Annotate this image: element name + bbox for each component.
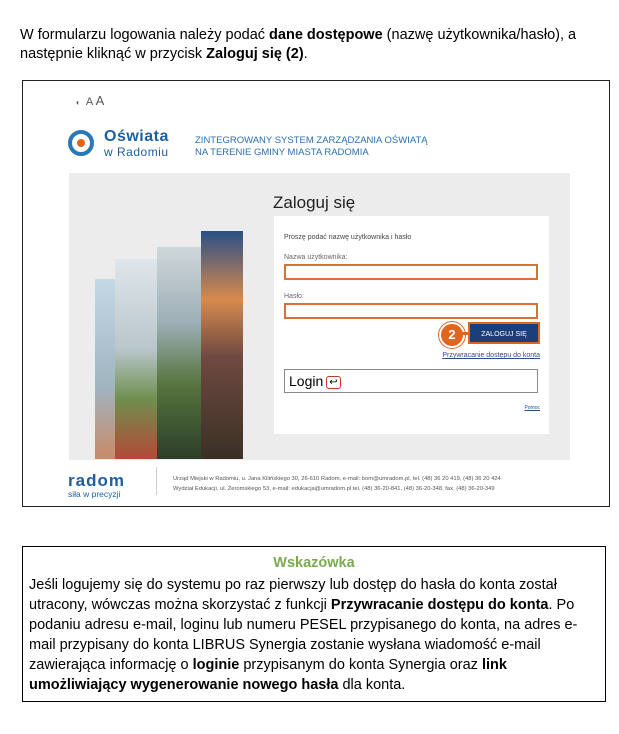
- footer-address: [173, 474, 501, 494]
- tip-text-1: Jeśli logujemy się do systemu po raz pierwszy lub dostęp do hasła do konta został utracony, wówczas można skorzystać z funkcji: [29, 577, 557, 613]
- username-label: Nazwa użytkownika:: [284, 254, 348, 261]
- step-marker-pointer: [458, 332, 468, 335]
- intro-text-2: (nazwę użytkownika/hasło), a następnie kliknąć w przycisk: [20, 27, 577, 62]
- footer-separator: [156, 467, 157, 495]
- login-gov-label: Login: [289, 373, 324, 389]
- login-gov-icon: ↩: [326, 376, 340, 389]
- city-photo-strip-2: [115, 259, 157, 459]
- logo-line-1: Oświata: [104, 128, 169, 145]
- intro-text-1: W formularzu logowania należy podać: [20, 27, 270, 43]
- oswiata-logo[interactable]: [68, 129, 178, 161]
- login-button[interactable]: ZALOGUJ SIĘ: [468, 322, 540, 344]
- login-prompt: Proszę podać nazwę użytkownika i hasło: [284, 234, 412, 241]
- font-small-button[interactable]: A: [85, 96, 93, 108]
- tip-bold-link: link umożliwiający wygenerowanie nowego hasła: [29, 657, 507, 693]
- help-link[interactable]: Pomoc: [524, 405, 540, 411]
- tip-bold-recover: Przywracanie dostępu do konta: [330, 597, 549, 613]
- login-heading: Zaloguj się: [273, 193, 356, 212]
- footer-address-line-2: Wydział Edukacji, ul. Żeromskiego 53, e-mail: edukacja@umradom.pl tel. (48) 36-20-841, (48) 36-20-348, fax. (48) 36-20-349: [173, 486, 495, 492]
- username-input[interactable]: [284, 264, 538, 280]
- logo-line-2: w Radomiu: [104, 145, 169, 159]
- tip-title: Wskazówka: [273, 555, 355, 571]
- city-photo-strip-1: [95, 279, 115, 459]
- city-photo-strip-4: [201, 231, 243, 459]
- radom-logo-word: radom: [68, 471, 125, 490]
- font-large-button[interactable]: A: [95, 93, 105, 108]
- system-title-line-2: NA TERENIE GMINY MIASTA RADOMIA: [195, 147, 369, 158]
- radom-logo-tagline: siła w precyzji: [68, 489, 121, 499]
- tip-text-2: . Po podaniu adresu e-mail, loginu lub numeru PESEL przypisanego do konta, na adres e-mail przypisany do konta LIBRUS Synergia zostanie wysłana wiadomość e-mail zawierająca informację o: [29, 597, 578, 673]
- password-label: Hasło:: [284, 293, 304, 300]
- tip-bold-login: loginie: [192, 657, 240, 673]
- footer-divider: [69, 459, 570, 460]
- tip-box: [22, 546, 606, 702]
- city-photo-strip-3: [157, 247, 201, 459]
- login-gov-button[interactable]: [284, 369, 538, 393]
- intro-bold-credentials: dane dostępowe: [269, 27, 383, 43]
- system-title: [195, 135, 428, 159]
- login-page-screenshot: [22, 80, 610, 507]
- step-marker-2: 2: [439, 322, 465, 348]
- intro-bold-login-button: Zaloguj się (2): [206, 46, 304, 62]
- system-title-line-1: ZINTEGROWANY SYSTEM ZARZĄDZANIA OŚWIATĄ: [195, 135, 428, 146]
- contrast-icon[interactable]: ◖: [75, 98, 80, 107]
- tip-text-3: przypisanym do konta Synergia oraz: [239, 657, 482, 673]
- intro-paragraph: [20, 26, 610, 64]
- tip-body: [29, 575, 603, 695]
- radom-logo[interactable]: [68, 473, 125, 499]
- intro-text-3: .: [303, 46, 308, 62]
- oswiata-logo-icon: [68, 130, 94, 156]
- footer-address-line-1: Urząd Miejski w Radomiu, u. Jana Kilińskiego 30, 26-610 Radom, e-mail: bom@umradom.pl, tel. (48) 36 20 419, (48) 36 20 424: [173, 476, 501, 482]
- password-input[interactable]: [284, 303, 538, 319]
- tip-text-4: dla konta.: [338, 677, 406, 693]
- recover-access-link[interactable]: Przywracanie dostępu do konta: [442, 352, 540, 359]
- login-form: [274, 216, 549, 434]
- accessibility-controls: [75, 93, 104, 108]
